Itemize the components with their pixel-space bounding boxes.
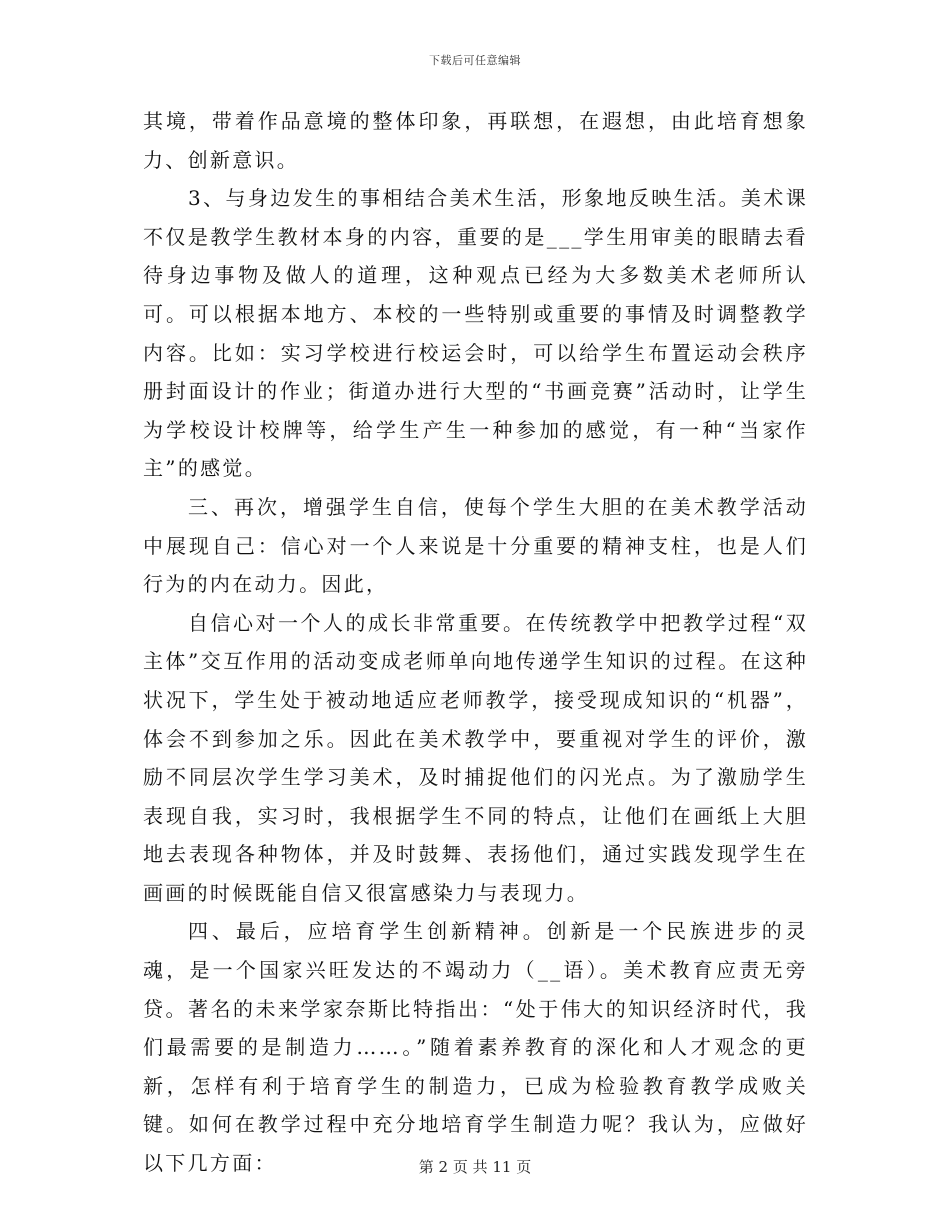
paragraph-3: 三、再次，增强学生自信，使每个学生大胆的在美术教学活动中展现自己：信心对一个人来说是十分重要的精神支柱，也是人们行为的内在动力。因此， bbox=[143, 494, 808, 597]
paragraph-4: 自信心对一个人的成长非常重要。在传统教学中把教学过程“双主体”交互作用的活动变成老师单向地传递学生知识的过程。在这种状况下，学生处于被动地适应老师教学，接受现成知识的“机器”，体会不到参加之乐。因此在美术教学中，要重视对学生的评价，激励不同层次学生学习美术，及时捕捉他们的闪光点。为了激励学生表现自我，实习时，我根据学生不同的特点，让他们在画纸上大胆地去表现各种物体，并及时鼓舞、表扬他们，通过实践发现学生在画画的时候既能自信又很富感染力与表现力。 bbox=[143, 610, 808, 905]
paragraph-1: 其境，带着作品意境的整体印象，再联想，在遐想，由此培育想象力、创新意识。 bbox=[143, 109, 808, 172]
document-body bbox=[143, 102, 808, 1183]
paragraph-5: 四、最后，应培育学生创新精神。创新是一个民族进步的灵魂，是一个国家兴旺发达的不竭动力（__语）。美术教育应责无旁贷。著名的未来学家奈斯比特指出：“处于伟大的知识经济时代，我们最需要的是制造力……。”随着素养教育的深化和人才观念的更新，怎样有利于培育学生的制造力，已成为检验教育教学成败关键。如何在教学过程中充分地培育学生制造力呢？我认为，应做好以下几方面： bbox=[143, 919, 808, 1176]
page-header: 下载后可任意编辑 bbox=[429, 54, 521, 67]
page-footer: 第 2 页 共 11 页 bbox=[418, 1158, 532, 1176]
paragraph-2: 3、与身边发生的事相结合美术生活，形象地反映生活。美术课不仅是教学生教材本身的内容，重要的是___学生用审美的眼睛去看待身边事物及做人的道理，这种观点已经为大多数美术老师所认可。可以根据本地方、本校的一些特别或重要的事情及时调整教学内容。比如：实习学校进行校运会时，可以给学生布置运动会秩序册封面设计的作业；街道办进行大型的“书画竞赛”活动时，让学生为学校设计校牌等，给学生产生一种参加的感觉，有一种“当家作主”的感觉。 bbox=[143, 186, 808, 481]
